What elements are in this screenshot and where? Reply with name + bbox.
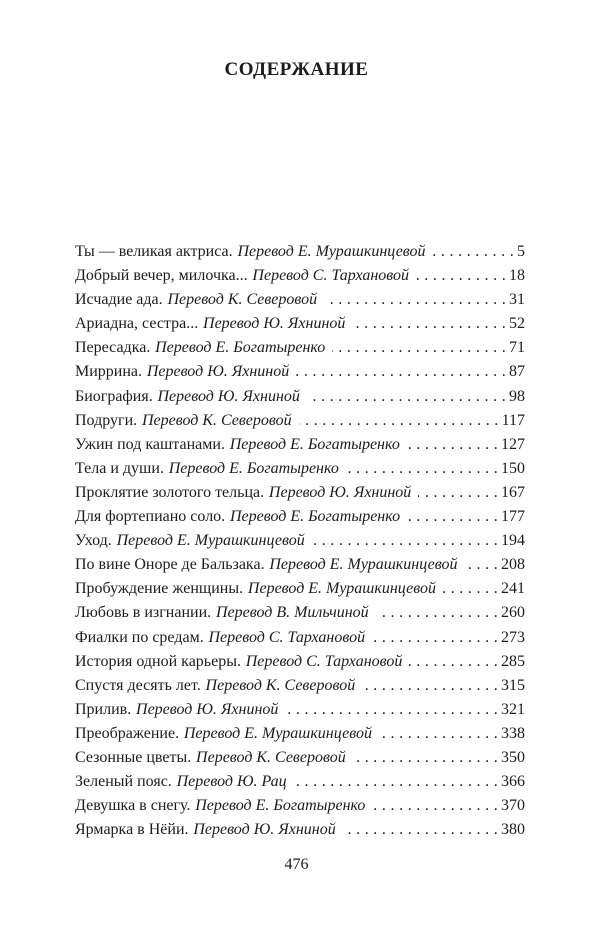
toc-entry-translator: Перевод Е. Мурашкинцевой (183, 724, 372, 742)
toc-entry-title: Ариадна, сестра... (75, 315, 199, 333)
toc-entry-title: Ужин под каштанами. (75, 435, 225, 453)
toc-entry (75, 264, 525, 288)
dot-leader (296, 360, 506, 384)
dot-leader (416, 264, 506, 288)
toc-entry-page-number: 127 (501, 435, 525, 453)
toc-entry-title: Добрый вечер, милочка... (75, 267, 248, 285)
toc-entry (75, 409, 525, 433)
dot-leader (343, 818, 498, 842)
dot-leader (294, 770, 498, 794)
toc-entry-page-number: 117 (501, 411, 525, 429)
dot-leader (299, 409, 499, 433)
toc-entry-title: Для фортепиано соло. (75, 508, 226, 526)
toc-entry-page-number: 285 (501, 652, 525, 670)
dot-leader (324, 288, 506, 312)
toc-entry-title: Ты — великая актриса. (75, 243, 233, 260)
dot-leader (346, 457, 498, 481)
toc-entry-translator: Перевод С. Тархановой (245, 652, 403, 670)
toc-entry-translator: Перевод Ю. Яхниной (146, 363, 290, 381)
toc-entry-translator: Перевод Е. Богатыренко (195, 797, 366, 815)
toc-entry-page-number: 177 (501, 508, 525, 526)
toc-entry-title: Сезонные цветы. (75, 748, 192, 766)
toc-entry (75, 770, 525, 794)
dot-leader (372, 794, 498, 818)
dot-leader (332, 336, 506, 360)
toc-entry-title: Проклятие золотого тельца. (75, 483, 265, 501)
toc-entry (75, 553, 525, 577)
dot-leader (379, 722, 498, 746)
dot-leader (307, 385, 506, 409)
toc-entry-page-number: 315 (501, 676, 525, 694)
toc-entry-title: Фиалки по средам. (75, 628, 204, 646)
dot-leader (464, 553, 498, 577)
toc-entry (75, 674, 525, 698)
toc-entry-title: История одной карьеры. (75, 652, 241, 670)
toc-entry-page-number: 150 (501, 459, 525, 477)
toc-entry-translator: Перевод Е. Богатыренко (229, 435, 400, 453)
toc-entry-title: Прилив. (75, 700, 132, 718)
toc-entry-page-number: 208 (501, 556, 525, 574)
toc-entry (75, 626, 525, 650)
toc-entry (75, 529, 525, 553)
toc-entry-title: Уход. (75, 532, 112, 550)
toc-entry-page-number: 370 (501, 797, 525, 815)
toc-entry-title: Исчадие ада. (75, 291, 163, 309)
toc-entry-title: Биография. (75, 387, 153, 405)
toc-entry-translator: Перевод Ю. Яхниной (157, 387, 300, 405)
toc-entry (75, 650, 525, 674)
toc-entry-translator: Перевод Е. Мурашкинцевой (247, 580, 437, 598)
dot-leader (407, 433, 498, 457)
toc-entry-page-number: 52 (509, 315, 525, 333)
page-title: СОДЕРЖАНИЕ (224, 59, 369, 80)
dot-leader (376, 601, 498, 625)
dot-leader (362, 674, 498, 698)
toc-entry-page-number: 87 (509, 363, 525, 381)
toc-entry (75, 240, 525, 264)
dot-leader (372, 626, 498, 650)
toc-entry-page-number: 366 (501, 773, 525, 791)
toc-entry-translator: Перевод Е. Богатыренко (168, 459, 339, 477)
toc-entry-translator: Перевод С. Тархановой (208, 628, 366, 646)
toc-entry-page-number: 5 (517, 243, 525, 260)
toc-list (75, 240, 525, 842)
toc-entry-page-number: 241 (501, 580, 525, 598)
toc-entry-page-number: 321 (501, 700, 525, 718)
toc-entry (75, 794, 525, 818)
toc-entry-page-number: 167 (501, 483, 525, 501)
toc-entry-title: По вине Оноре де Бальзака. (75, 556, 265, 574)
toc-entry-title: Спустя десять лет. (75, 676, 201, 694)
dot-leader (352, 312, 506, 336)
toc-entry-translator: Перевод Е. Мурашкинцевой (269, 556, 458, 574)
toc-entry-translator: Перевод Е. Мурашкинцевой (237, 243, 426, 260)
toc-entry-translator: Перевод Е. Мурашкинцевой (116, 532, 305, 550)
toc-entry (75, 457, 525, 481)
toc-entry-page-number: 338 (501, 724, 525, 742)
dot-leader (407, 505, 498, 529)
toc-entry-title: Тела и души. (75, 459, 164, 477)
toc-entry-title: Преображение. (75, 724, 180, 742)
toc-entry-translator: Перевод К. Северовой (205, 676, 356, 694)
toc-entry-title: Подруги. (75, 411, 138, 429)
toc-entry (75, 698, 525, 722)
toc-entry-translator: Перевод Ю. Яхниной (193, 821, 336, 839)
toc-entry-translator: Перевод Ю. Яхниной (136, 700, 279, 718)
toc-entry-translator: Перевод Ю. Яхниной (268, 483, 412, 501)
dot-leader (409, 650, 498, 674)
toc-entry (75, 385, 525, 409)
toc-entry (75, 746, 525, 770)
toc-entry (75, 336, 525, 360)
toc-entry-translator: Перевод Е. Богатыренко (155, 339, 326, 357)
toc-entry-title: Пересадка. (75, 339, 151, 357)
toc-entry (75, 288, 525, 312)
page-number: 476 (284, 856, 309, 873)
dot-leader (418, 481, 498, 505)
toc-entry-page-number: 71 (509, 339, 525, 357)
toc-entry (75, 722, 525, 746)
toc-entry-page-number: 98 (509, 387, 525, 405)
toc-entry-translator: Перевод Ю. Яхниной (203, 315, 346, 333)
toc-entry-title: Пробуждение женщины. (75, 580, 244, 598)
toc-entry-title: Миррина. (75, 363, 143, 381)
toc-entry-page-number: 194 (501, 532, 525, 550)
dot-leader (285, 698, 498, 722)
toc-entry (75, 577, 525, 601)
toc-entry-page-number: 18 (509, 267, 525, 285)
toc-entry-page-number: 31 (509, 291, 525, 309)
toc-entry (75, 481, 525, 505)
dot-leader (312, 529, 498, 553)
toc-entry-translator: Перевод Е. Богатыренко (229, 508, 401, 526)
toc-entry-translator: Перевод Ю. Рац (176, 773, 287, 791)
toc-entry-title: Девушка в снегу. (75, 797, 191, 815)
toc-entry-page-number: 260 (501, 604, 525, 622)
toc-entry-title: Любовь в изгнании. (75, 604, 212, 622)
toc-entry (75, 360, 525, 384)
toc-entry (75, 433, 525, 457)
toc-entry-page-number: 350 (501, 748, 525, 766)
toc-entry-title: Зеленый пояс. (75, 773, 172, 791)
toc-entry (75, 505, 525, 529)
toc-entry-translator: Перевод К. Северовой (196, 748, 346, 766)
dot-leader (443, 577, 498, 601)
toc-entry (75, 601, 525, 625)
toc-entry-page-number: 273 (501, 628, 525, 646)
toc-entry (75, 818, 525, 842)
dot-leader (353, 746, 498, 770)
toc-entry-translator: Перевод К. Северовой (167, 291, 318, 309)
toc-entry-page-number: 380 (501, 821, 525, 839)
toc-entry-title: Ярмарка в Нёйи. (75, 821, 189, 839)
dot-leader (433, 240, 514, 264)
toc-entry-translator: Перевод В. Мильчиной (215, 604, 369, 622)
toc-entry-translator: Перевод С. Тархановой (252, 267, 410, 285)
toc-entry (75, 312, 525, 336)
toc-entry-translator: Перевод К. Северовой (141, 411, 292, 429)
